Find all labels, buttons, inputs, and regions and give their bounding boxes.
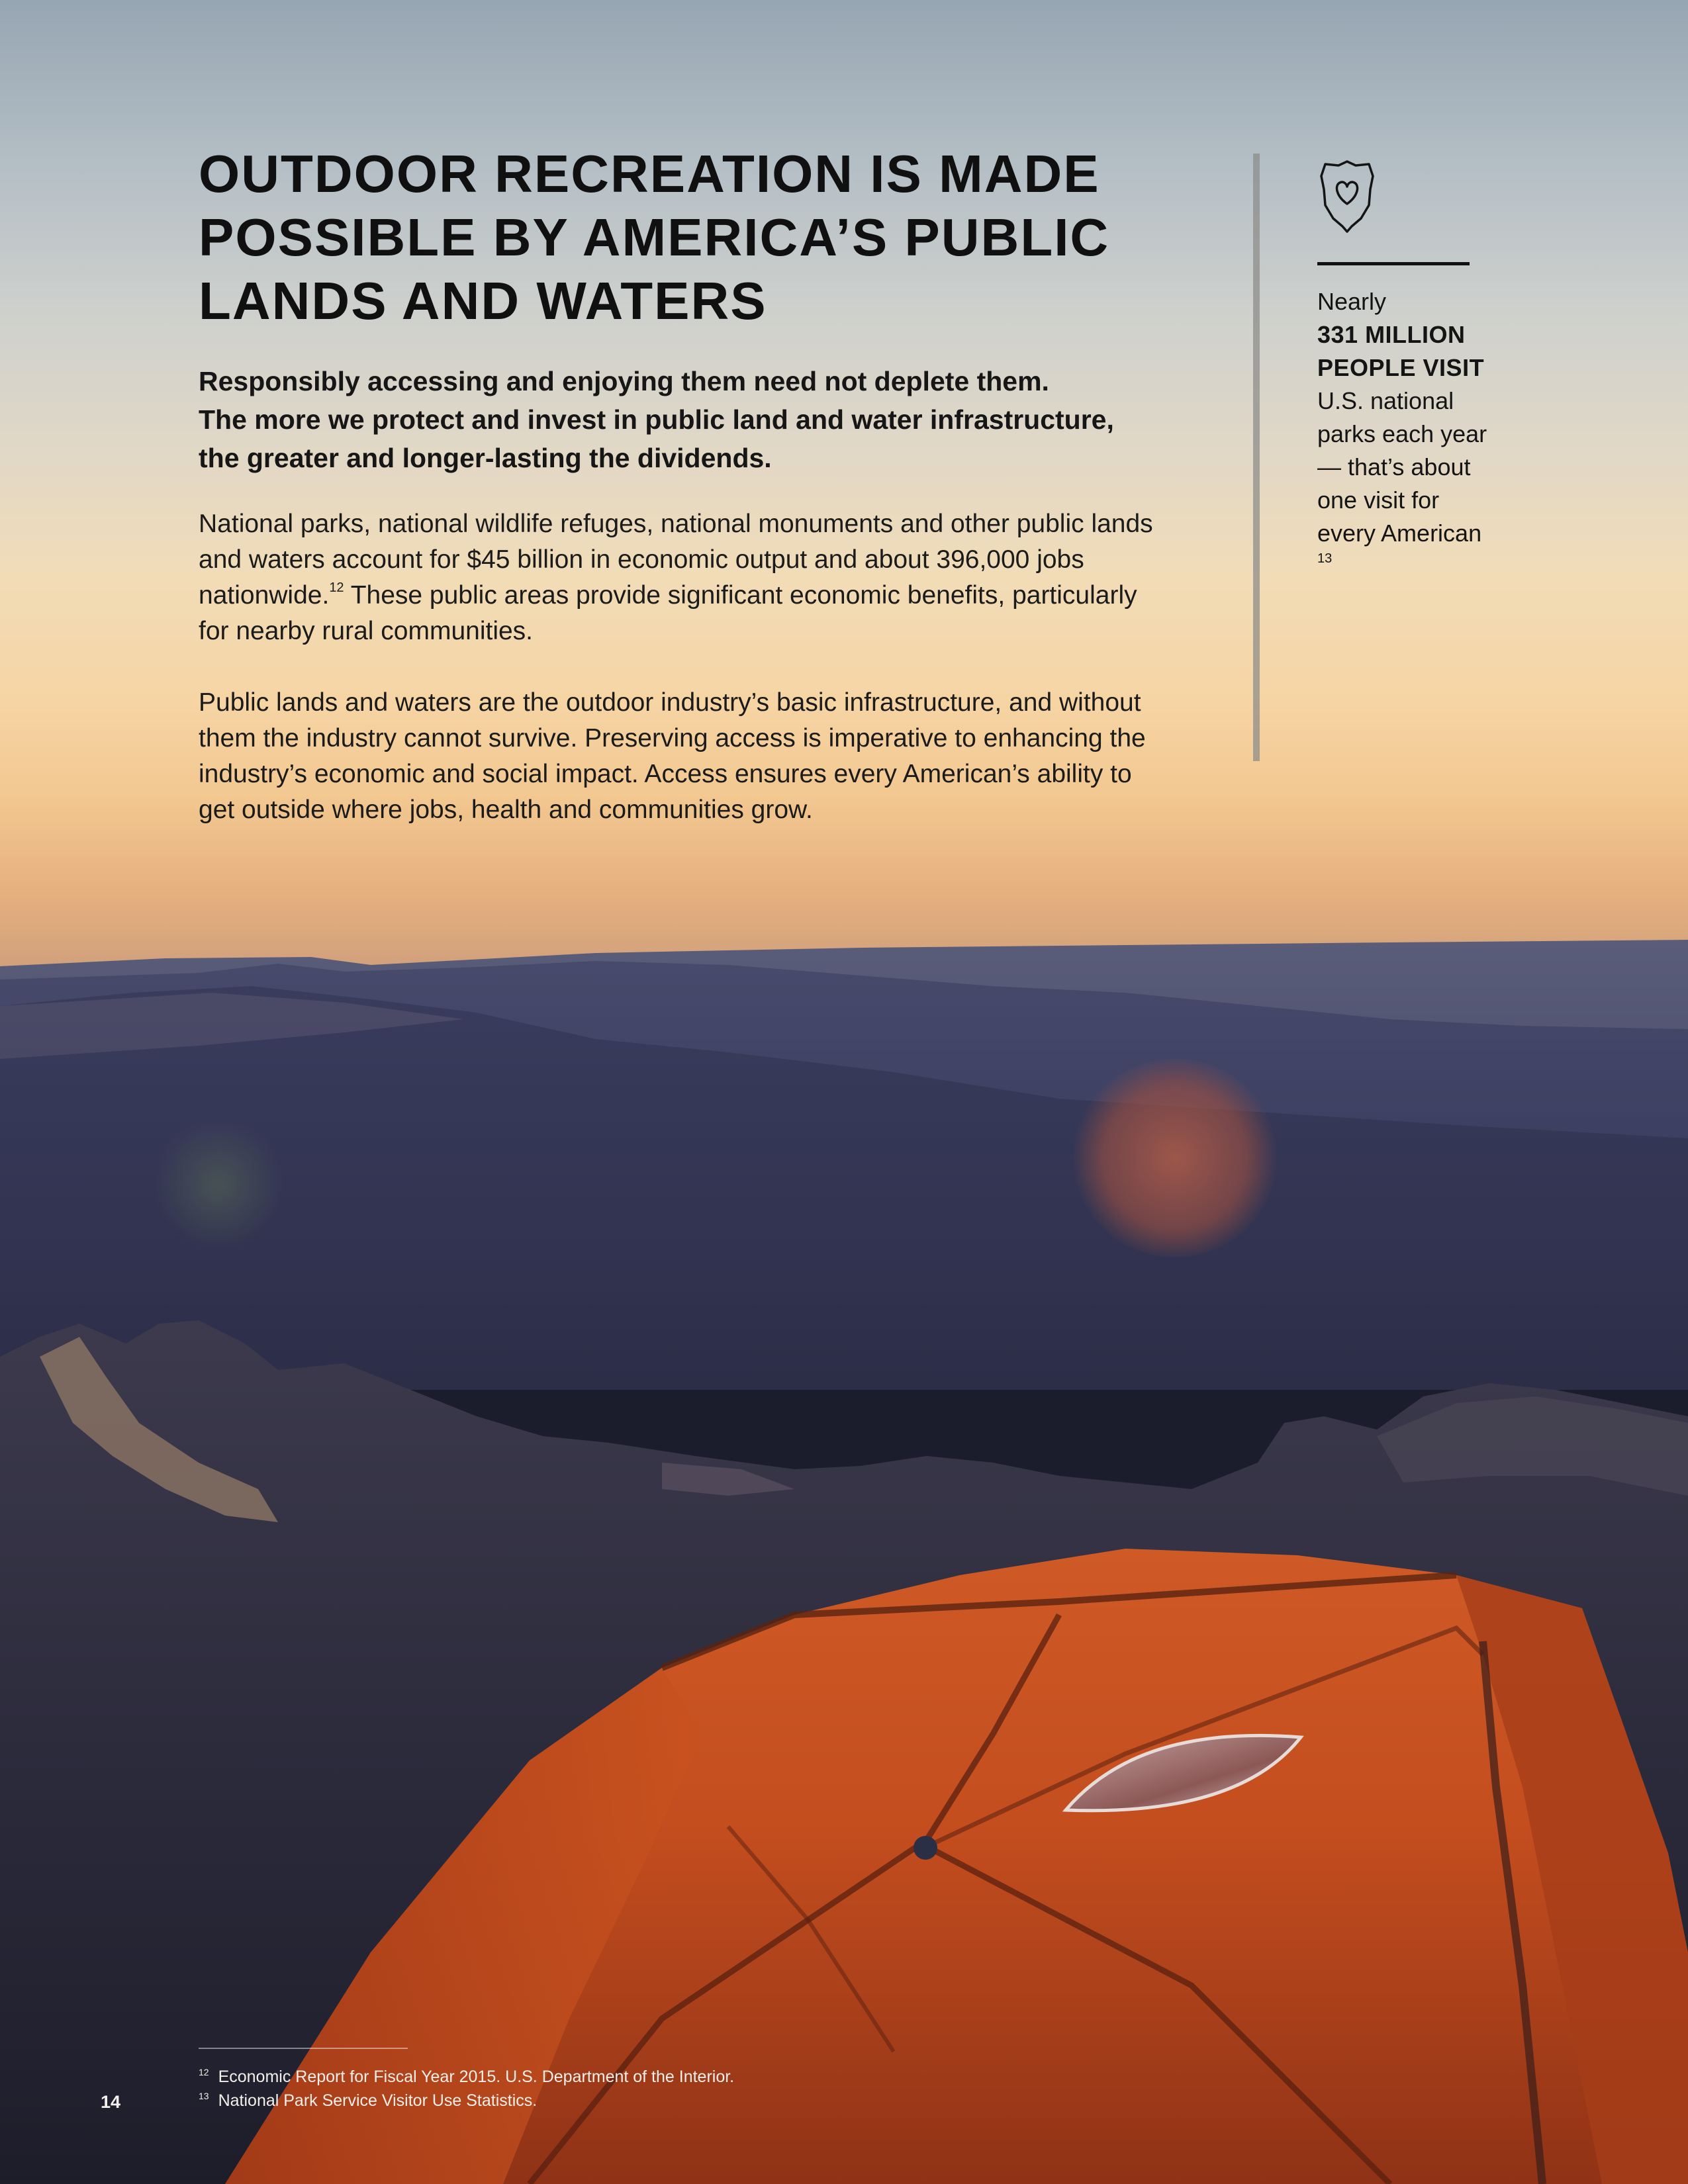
body-line: for nearby rural communities. [199,617,534,645]
body-text: nationwide. [199,581,330,610]
subheading [199,362,1205,477]
footnote-text: Economic Report for Fiscal Year 2015. U.S. Department of the Interior. [218,2068,735,2086]
vertical-divider [1253,154,1260,761]
callout-line [1317,517,1556,583]
body-line: them the industry cannot survive. Preserving access is imperative to enhancing the [199,724,1146,752]
callout-line: U.S. national [1317,387,1454,414]
body-line: and waters account for $45 billion in economic output and about 396,000 jobs [199,545,1084,574]
callout-stat: 331 MILLION [1317,321,1466,348]
body-line: get outside where jobs, health and communities grow. [199,796,813,824]
callout-line: one visit for [1317,486,1440,514]
headline-line: OUTDOOR RECREATION IS MADE [199,144,1100,203]
body-line: National parks, national wildlife refuges, national monuments and other public lands [199,510,1153,538]
subhead-line: Responsibly accessing and enjoying them need not deplete them. [199,366,1049,396]
footnote [199,2065,734,2089]
callout-line: parks each year [1317,420,1487,447]
callout-text: every American [1317,520,1482,547]
subhead-line: the greater and longer-lasting the dividends. [199,443,772,473]
footnote-number: 13 [199,2091,209,2101]
footnote-number: 12 [199,2067,209,2077]
footnote-rule [199,2048,408,2049]
headline-line: LANDS AND WATERS [199,271,767,330]
callout-line: — that’s about [1317,453,1471,480]
subhead-line: The more we protect and invest in public land and water infrastructure, [199,404,1114,435]
body-paragraph-1 [199,506,1205,649]
stat-callout [1317,158,1556,583]
body-line: Public lands and waters are the outdoor industry’s basic infrastructure, and without [199,688,1141,717]
body-line: industry’s economic and social impact. Access ensures every American’s ability to [199,760,1132,788]
footnotes [199,2065,734,2113]
callout-text [1317,285,1556,583]
body-text: These public areas provide significant economic benefits, particularly [344,581,1137,610]
footnote-text: National Park Service Visitor Use Statistics. [218,2091,538,2110]
lens-flare [152,1118,285,1251]
article-column [199,142,1205,828]
lens-flare [1072,1059,1278,1257]
headline-line: POSSIBLE BY AMERICA’S PUBLIC [199,208,1110,267]
footnote-ref: 12 [329,580,344,595]
body-line [199,578,1205,614]
footnote [199,2089,734,2113]
callout-stat: PEOPLE VISIT [1317,354,1485,381]
shield-heart-icon [1317,158,1377,237]
footnote-ref: 13 [1317,551,1333,566]
body-paragraph-2 [199,685,1205,828]
callout-rule [1317,262,1470,265]
page-number: 14 [101,2092,121,2112]
page-title [199,142,1205,333]
callout-lead: Nearly [1317,288,1387,315]
